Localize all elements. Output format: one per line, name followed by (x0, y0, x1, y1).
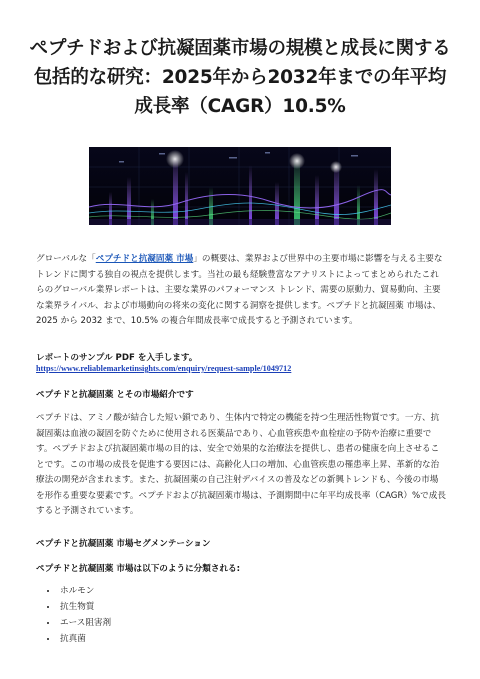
sample-pdf-heading: レポートのサンプル PDF を入手します。 (36, 353, 198, 363)
list-item: • ホルモン (58, 583, 111, 599)
list-item: • エース阻害剤 (58, 615, 111, 631)
banner-image (89, 147, 391, 225)
list-item: • 抗生物質 (58, 599, 111, 615)
intro-paragraph (36, 252, 446, 330)
market-link[interactable]: ペプチドと抗凝固薬 市場 (95, 254, 194, 264)
segment-list (36, 583, 111, 647)
sample-pdf-link[interactable]: https://www.reliablemarketinsights.com/enquiry/request-sample/1049712 (36, 364, 292, 373)
segmentation-subheading: ペプチドと抗凝固薬 市場は以下のように分類される: (36, 564, 241, 574)
section-heading-segmentation: ペプチドと抗凝固薬 市場セグメンテーション (36, 539, 211, 549)
section-heading-intro: ペプチドと抗凝固薬 とその市場紹介です (36, 390, 194, 400)
list-item: • 抗真菌 (58, 631, 111, 647)
page-title: ペプチドおよび抗凝固薬市場の規模と成長に関する包括的な研究：2025年から2032年までの年平均成長率（CAGR）10.5% (29, 38, 451, 117)
intro-text-start: グローバルな「 (36, 254, 96, 264)
data-visualization-graphic (89, 147, 391, 225)
section-intro-paragraph: ペプチドは、アミノ酸が結合した短い鎖であり、生体内で特定の機能を持つ生理活性物質です。一方、抗凝固薬は血液の凝固を防ぐために使用される医薬品であり、心血管疾患や血栓症の予防や治療に重要です。ペプチドおよび抗凝固薬市場の目的は、安全で効果的な治療法を提供し、患者の健康を向上させることです。この市場の成長を促進する要因には、高齢化人口の増加、心血管疾患の罹患率上昇、革新的な治療法の開発が含まれます。また、抗凝固薬の自己注射デバイスの普及などの新興トレンドも、今後の市場を形作る重要な要素です。ペプチドおよび抗凝固薬市場は、予測期間中に年平均成長率（CAGR）%で成長すると予測されています。 (36, 413, 446, 516)
intro-text-rest: 」の概要は、業界および世界中の主要市場に影響を与える主要なトレンドに関する独自の視点を提供します。当社の最も経験豊富なアナリストによってまとめられたこれらのグローバル業界レポートは、主要な業界のパフォーマンス トレンド、需要の原動力、貿易動向、主要な業界ライバル、および市場動向の将来の変化に関する洞察を提供します。ペプチドと抗凝固薬 市場は、2025 から 2032 まで、10.5% の複合年間成長率で成長すると予測されています。 (36, 254, 443, 326)
